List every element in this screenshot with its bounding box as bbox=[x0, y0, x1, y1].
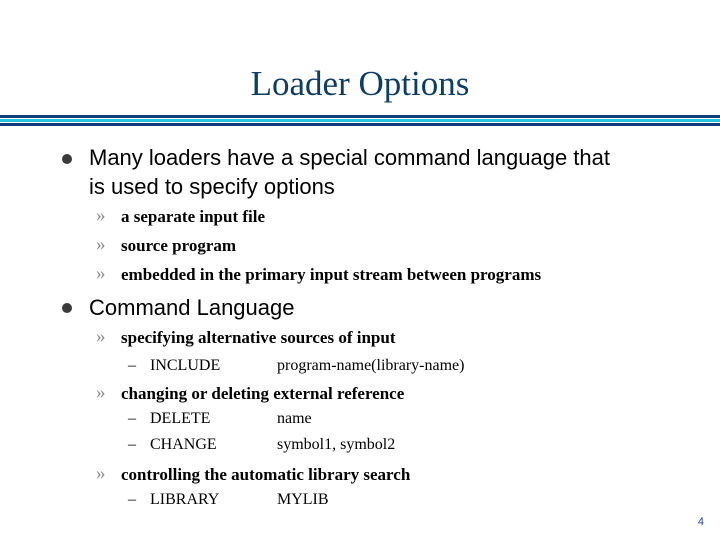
sub-bullet-text: a separate input file bbox=[121, 207, 266, 226]
bullet-dot bbox=[62, 303, 72, 313]
command-name: INCLUDE bbox=[150, 357, 221, 374]
sub-bullet-text: changing or deleting external reference bbox=[121, 384, 405, 403]
title-rule-top bbox=[0, 115, 720, 118]
sub-bullet-text: specifying alternative sources of input bbox=[121, 328, 396, 347]
sub-bullet-marker: » bbox=[96, 263, 106, 284]
command-argument: MYLIB bbox=[277, 491, 329, 508]
sub-bullet-marker: » bbox=[96, 382, 106, 403]
sub-bullet-text: controlling the automatic library search bbox=[121, 465, 411, 484]
dash-marker: – bbox=[128, 410, 136, 427]
title-rule-middle bbox=[0, 119, 720, 122]
command-name: CHANGE bbox=[150, 436, 217, 453]
title-rule-bottom bbox=[0, 123, 720, 126]
dash-marker: – bbox=[128, 436, 136, 453]
sub-bullet-marker: » bbox=[96, 326, 106, 347]
sub-bullet-text: source program bbox=[121, 236, 237, 255]
bullet-text-continued: is used to specify options bbox=[89, 174, 335, 199]
sub-bullet-text: embedded in the primary input stream between programs bbox=[121, 265, 542, 284]
sub-bullet-marker: » bbox=[96, 234, 106, 255]
dash-marker: – bbox=[128, 357, 136, 374]
sub-bullet-marker: » bbox=[96, 463, 106, 484]
bullet-dot bbox=[62, 154, 72, 164]
command-argument: program-name(library-name) bbox=[277, 357, 465, 374]
command-name: DELETE bbox=[150, 410, 211, 427]
command-name: LIBRARY bbox=[150, 491, 220, 508]
command-argument: symbol1, symbol2 bbox=[277, 436, 396, 453]
slide-title: Loader Options bbox=[250, 64, 470, 103]
page-number: 4 bbox=[697, 516, 704, 528]
dash-marker: – bbox=[128, 491, 136, 508]
sub-bullet-marker: » bbox=[96, 205, 106, 226]
bullet-text: Command Language bbox=[89, 295, 295, 320]
command-argument: name bbox=[277, 410, 312, 427]
bullet-text: Many loaders have a special command language that bbox=[89, 145, 610, 170]
